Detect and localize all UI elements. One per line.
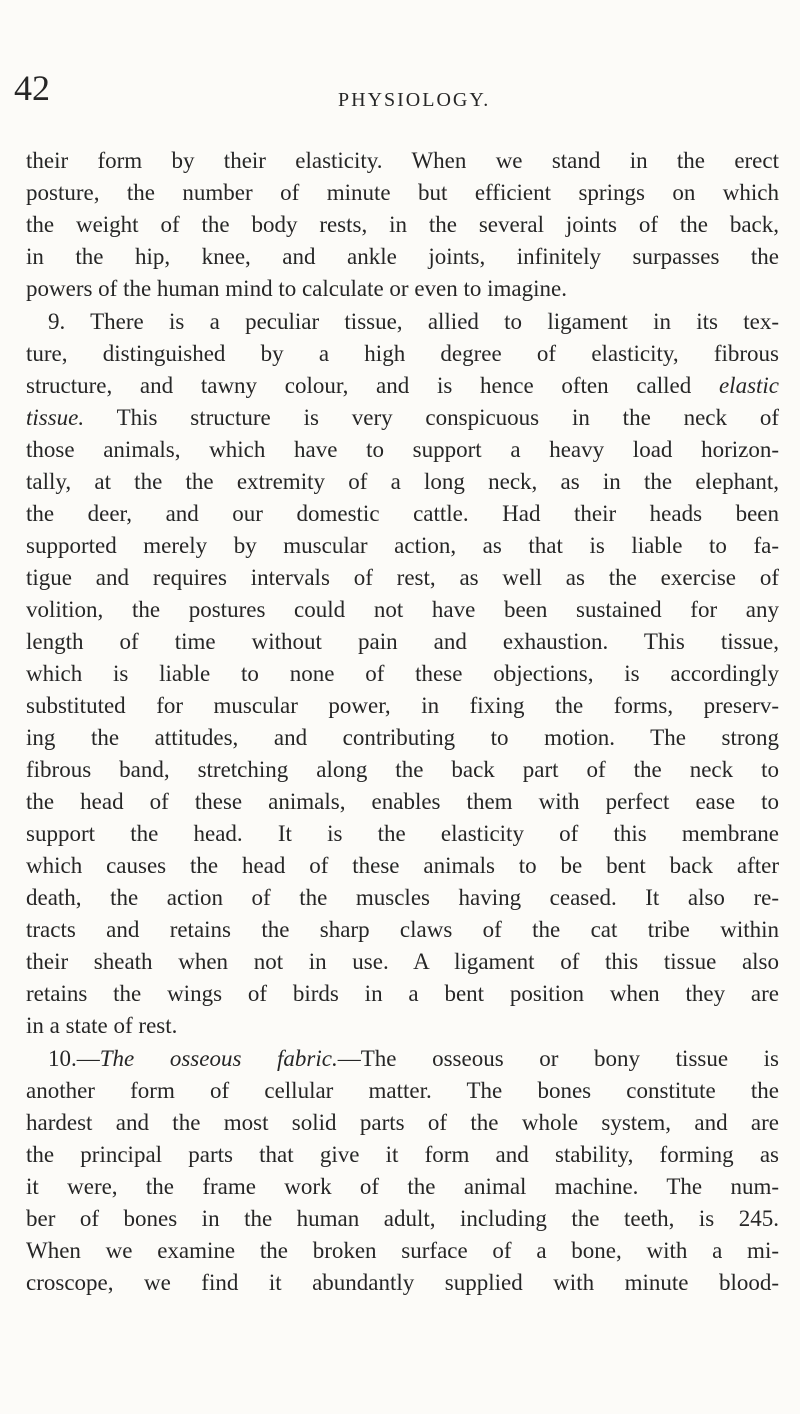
text-line: their sheath when not in use. A ligament of this tissue also — [26, 949, 779, 974]
text-line: substituted for muscular power, in fixing the forms, preserv- — [26, 693, 779, 718]
text-line: length of time without pain and exhaustion. This tissue, — [26, 629, 779, 654]
paragraph-9-start: 9. There is a peculiar tissue, allied to ligament in its tex- — [48, 309, 779, 334]
text-line: those animals, which have to support a heavy load horizon- — [26, 437, 779, 462]
text-line: the principal parts that give it form and stability, forming as — [26, 1142, 779, 1167]
text-line: powers of the human mind to calculate or even to imagine. — [26, 276, 567, 301]
text-line: tissue. This structure is very conspicuous in the neck of — [26, 405, 779, 430]
text-line: the deer, and our domestic cattle. Had their heads been — [26, 501, 779, 526]
text-line: which causes the head of these animals to be bent back after — [26, 853, 779, 878]
text-line: ber of bones in the human adult, including the teeth, is 245. — [26, 1206, 779, 1231]
text-line: volition, the postures could not have been sustained for any — [26, 597, 779, 622]
text-line: which is liable to none of these objections, is accordingly — [26, 661, 779, 686]
text-line: in a state of rest. — [26, 1013, 178, 1038]
text-line: hardest and the most solid parts of the whole system, and are — [26, 1110, 779, 1135]
page-number: 42 — [14, 68, 50, 108]
text-line: death, the action of the muscles having ceased. It also re- — [26, 885, 779, 910]
text-line: ture, distinguished by a high degree of elasticity, fibrous — [26, 341, 779, 366]
tissue-term: tissue. — [26, 405, 85, 430]
text-line: structure, and tawny colour, and is hence often called elastic — [26, 373, 779, 398]
text-line: in the hip, knee, and ankle joints, infinitely surpasses the — [26, 244, 779, 269]
text-line: When we examine the broken surface of a bone, with a mi- — [26, 1238, 779, 1263]
text-line: tally, at the the extremity of a long neck, as in the elephant, — [26, 469, 779, 494]
text-line: tracts and retains the sharp claws of the cat tribe within — [26, 917, 779, 942]
text-line: the head of these animals, enables them with perfect ease to — [26, 789, 779, 814]
text-line: another form of cellular matter. The bones constitute the — [26, 1078, 779, 1103]
text-line: their form by their elasticity. When we stand in the erect — [26, 148, 779, 173]
text-line: fibrous band, stretching along the back part of the neck to — [26, 757, 779, 782]
paragraph-10-start: 10.—The osseous fabric.—The osseous or bony tissue is — [48, 1046, 779, 1071]
text-line: posture, the number of minute but efficient springs on which — [26, 180, 779, 205]
text-line: retains the wings of birds in a bent position when they are — [26, 981, 779, 1006]
text-line: croscope, we find it abundantly supplied with minute blood- — [26, 1270, 779, 1295]
section-heading-osseous-fabric: The osseous fabric. — [99, 1046, 338, 1071]
text-line: support the head. It is the elasticity of this membrane — [26, 821, 779, 846]
text-line: supported merely by muscular action, as that is liable to fa- — [26, 533, 779, 558]
elastic-term: elastic — [718, 373, 779, 398]
running-title: PHYSIOLOGY. — [338, 89, 491, 111]
text-line: the weight of the body rests, in the several joints of the back, — [26, 212, 779, 237]
text-line: ing the attitudes, and contributing to motion. The strong — [26, 725, 779, 750]
text-line: it were, the frame work of the animal machine. The num- — [26, 1174, 779, 1199]
text-line: tigue and requires intervals of rest, as well as the exercise of — [26, 565, 779, 590]
